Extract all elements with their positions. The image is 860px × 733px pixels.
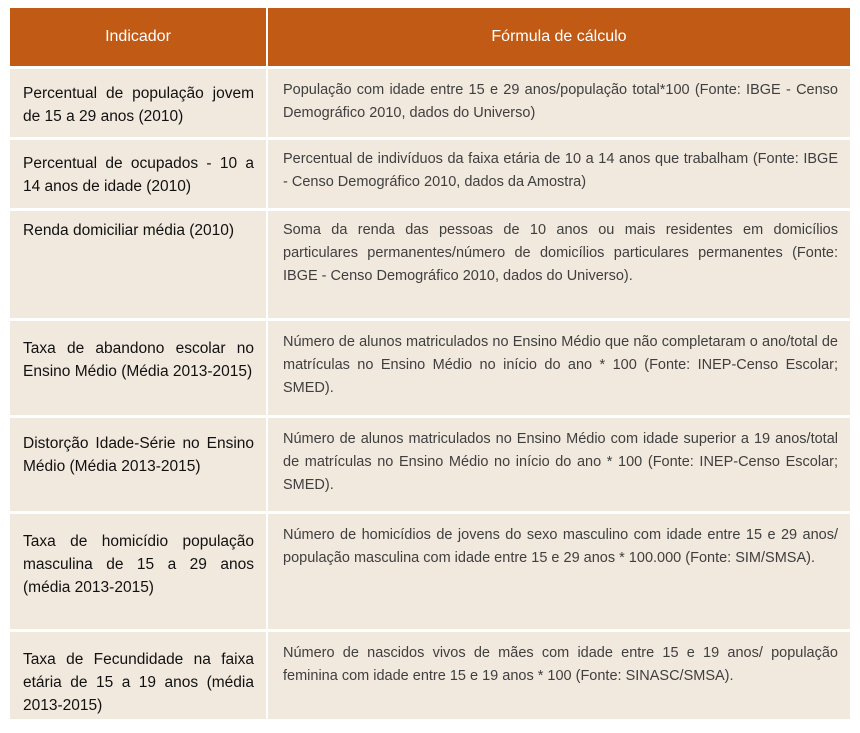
indicator-text: Taxa de Fecundidade na faixa etária de 15 a 19 anos (média 2013-2015) <box>23 651 254 714</box>
formula-cell <box>268 140 850 211</box>
indicator-table <box>10 8 850 722</box>
formula-cell <box>268 211 850 321</box>
indicator-text: Percentual de ocupados - 10 a 14 anos de idade (2010) <box>23 155 254 195</box>
formula-text: Percentual de indivíduos da faixa etária de 10 a 14 anos que trabalham (Fonte: IBGE - Censo Demográfico 2010, dados da Amostra) <box>283 151 838 190</box>
formula-cell <box>268 321 850 418</box>
header-row <box>10 8 850 69</box>
table-row <box>10 140 850 211</box>
table-row <box>10 632 850 722</box>
indicator-table-wrapper <box>10 8 850 722</box>
indicator-text: Taxa de abandono escolar no Ensino Médio (Média 2013-2015) <box>23 340 254 380</box>
formula-text: Número de nascidos vivos de mães com idade entre 15 e 19 anos/ população feminina com idade entre 15 e 19 anos * 100 (Fonte: SINASC/SMSA). <box>283 645 838 684</box>
indicator-text: Taxa de homicídio população masculina de 15 a 29 anos (média 2013-2015) <box>23 533 254 596</box>
table-row <box>10 418 850 514</box>
formula-cell <box>268 418 850 514</box>
indicator-text: Distorção Idade-Série no Ensino Médio (Média 2013-2015) <box>23 435 254 475</box>
indicator-cell <box>10 418 268 514</box>
formula-cell <box>268 632 850 722</box>
indicator-cell <box>10 632 268 722</box>
indicator-cell <box>10 514 268 632</box>
header-indicator: Indicador <box>10 8 268 69</box>
table-row <box>10 321 850 418</box>
table-header <box>10 8 850 69</box>
table-row <box>10 69 850 140</box>
formula-cell <box>268 69 850 140</box>
indicator-cell <box>10 211 268 321</box>
formula-cell <box>268 514 850 632</box>
header-formula: Fórmula de cálculo <box>268 8 850 69</box>
table-row <box>10 514 850 632</box>
indicator-cell <box>10 69 268 140</box>
formula-text: Número de alunos matriculados no Ensino Médio com idade superior a 19 anos/total de matrículas no Ensino Médio no início do ano * 100 (Fonte: INEP-Censo Escolar; SMED). <box>283 431 838 493</box>
indicator-text: Renda domiciliar média (2010) <box>23 222 235 239</box>
formula-text: População com idade entre 15 e 29 anos/população total*100 (Fonte: IBGE - Censo Demográfico 2010, dados do Universo) <box>283 82 838 121</box>
indicator-cell <box>10 321 268 418</box>
indicator-cell <box>10 140 268 211</box>
indicator-text: Percentual de população jovem de 15 a 29 anos (2010) <box>23 85 254 125</box>
formula-text: Número de homicídios de jovens do sexo masculino com idade entre 15 e 29 anos/ população masculina com idade entre 15 e 29 anos * 100.000 (Fonte: SIM/SMSA). <box>283 527 838 566</box>
table-body <box>10 69 850 722</box>
formula-text: Soma da renda das pessoas de 10 anos ou mais residentes em domicílios particulares permanentes/número de domicílios particulares permanentes (Fonte: IBGE - Censo Demográfico 2010, dados do Universo). <box>283 222 838 284</box>
table-row <box>10 211 850 321</box>
formula-text: Número de alunos matriculados no Ensino Médio que não completaram o ano/total de matrículas no Ensino Médio no início do ano * 100 (Fonte: INEP-Censo Escolar; SMED). <box>283 334 838 396</box>
